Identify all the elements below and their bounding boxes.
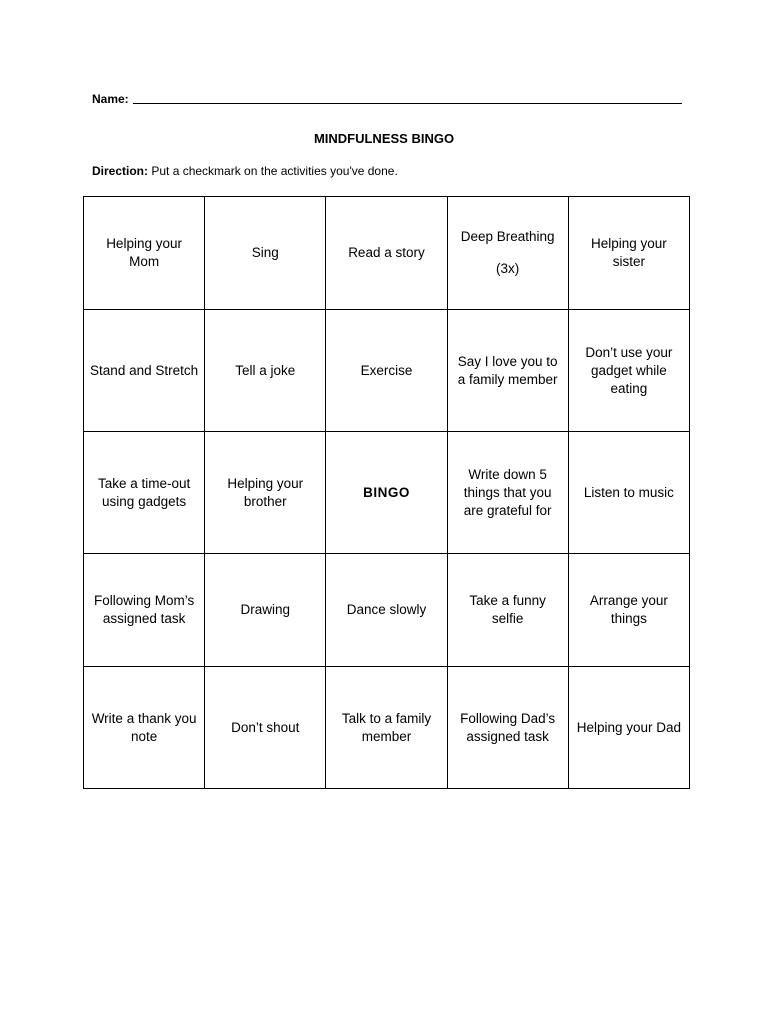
name-line (92, 91, 682, 106)
bingo-cell[interactable]: Helping your sister (568, 197, 689, 310)
bingo-row (84, 554, 690, 667)
bingo-cell-deep-breathing[interactable] (447, 197, 568, 310)
bingo-cell[interactable]: Following Mom’s assigned task (84, 554, 205, 667)
bingo-cell-count: (3x) (496, 261, 520, 276)
direction-label: Direction: (92, 164, 149, 178)
page-title: MINDFULNESS BINGO (313, 131, 455, 146)
direction-line (92, 164, 398, 178)
bingo-cell[interactable]: Drawing (205, 554, 326, 667)
bingo-cell[interactable]: Arrange your things (568, 554, 689, 667)
bingo-row (84, 432, 690, 554)
bingo-cell[interactable]: Don’t use your gadget while eating (568, 310, 689, 432)
bingo-cell[interactable]: Stand and Stretch (84, 310, 205, 432)
bingo-cell[interactable]: Take a time-out using gadgets (84, 432, 205, 554)
bingo-cell[interactable]: Following Dad’s assigned task (447, 667, 568, 789)
bingo-cell-label: Deep Breathing (460, 229, 555, 244)
bingo-cell[interactable]: Write a thank you note (84, 667, 205, 789)
bingo-cell[interactable]: Read a story (326, 197, 447, 310)
direction-text: Put a checkmark on the activities you've done. (151, 164, 398, 178)
bingo-cell[interactable]: Helping your brother (205, 432, 326, 554)
bingo-cell[interactable]: Dance slowly (326, 554, 447, 667)
bingo-row (84, 197, 690, 310)
bingo-cell[interactable]: Say I love you to a family member (447, 310, 568, 432)
bingo-row (84, 667, 690, 789)
name-blank-line[interactable] (133, 91, 682, 104)
bingo-cell[interactable]: Don’t shout (205, 667, 326, 789)
bingo-cell[interactable]: Talk to a family member (326, 667, 447, 789)
bingo-cell[interactable]: Sing (205, 197, 326, 310)
bingo-row (84, 310, 690, 432)
name-label: Name: (92, 92, 129, 106)
bingo-cell[interactable]: Helping your Dad (568, 667, 689, 789)
bingo-cell[interactable]: Helping your Mom (84, 197, 205, 310)
bingo-cell[interactable]: Tell a joke (205, 310, 326, 432)
bingo-cell[interactable]: Write down 5 things that you are grateful for (447, 432, 568, 554)
bingo-cell[interactable]: Take a funny selfie (447, 554, 568, 667)
bingo-free-cell: BINGO (326, 432, 447, 554)
bingo-cell[interactable]: Listen to music (568, 432, 689, 554)
bingo-cell[interactable]: Exercise (326, 310, 447, 432)
bingo-grid (83, 196, 690, 789)
